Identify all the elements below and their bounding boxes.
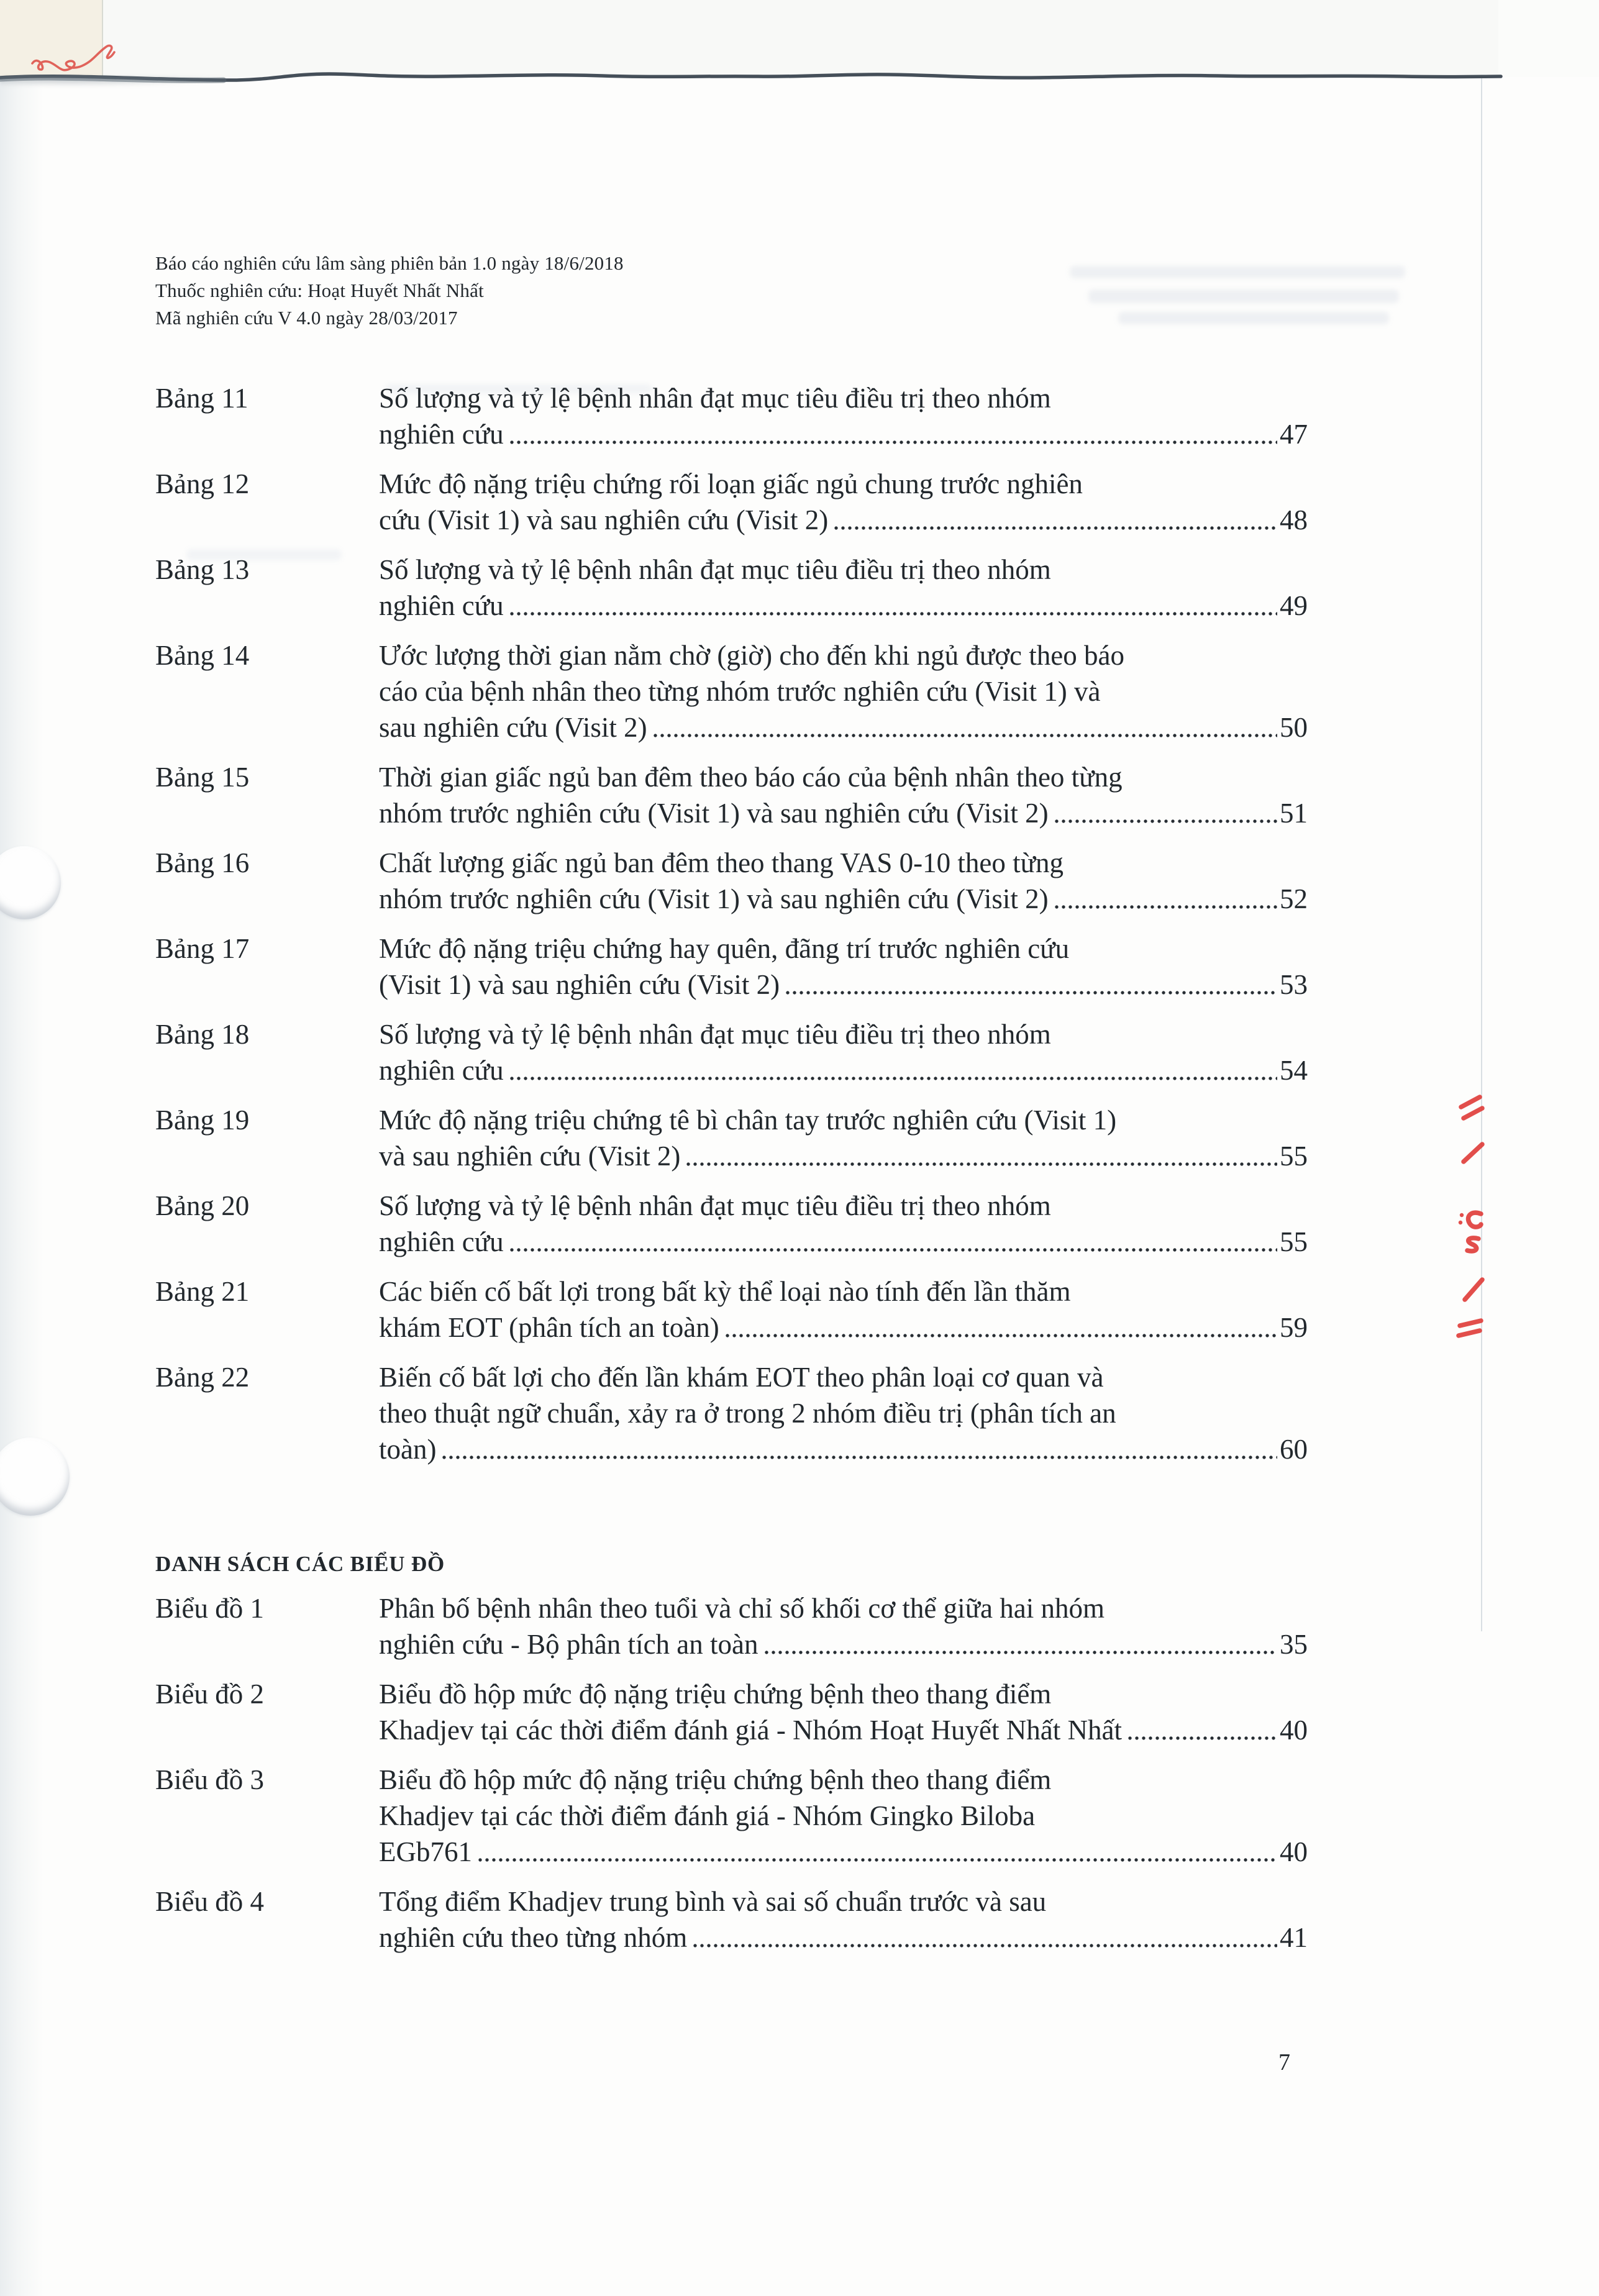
toc-page-number: 41 xyxy=(1280,1922,1308,1953)
toc-line-text: Số lượng và tỷ lệ bệnh nhân đạt mục tiêu điều trị theo nhóm xyxy=(379,1019,1051,1050)
toc-page-number: 60 xyxy=(1280,1434,1308,1465)
dot-leader xyxy=(442,1456,1277,1459)
toc-entry-label: Bảng 19 xyxy=(155,1105,250,1136)
toc-line-text: cứu (Visit 1) và sau nghiên cứu (Visit 2) xyxy=(379,504,829,535)
toc-line xyxy=(379,673,1308,709)
toc-line xyxy=(379,967,1308,1003)
toc-line xyxy=(379,759,1308,795)
dot-leader xyxy=(1055,905,1277,909)
dot-leader xyxy=(654,734,1277,737)
toc-line xyxy=(379,1798,1308,1834)
toc-page-number: 40 xyxy=(1280,1715,1308,1746)
toc-entry xyxy=(155,1273,1308,1346)
toc-entry xyxy=(155,845,1308,917)
toc-line xyxy=(379,466,1308,502)
toc-entry xyxy=(155,1762,1308,1870)
toc-line-text: Khadjev tại các thời điểm đánh giá - Nhóm Hoạt Huyết Nhất Nhất xyxy=(379,1715,1122,1746)
toc-entry-label: Bảng 20 xyxy=(155,1190,250,1221)
toc-line-text: cáo của bệnh nhân theo từng nhóm trước nghiên cứu (Visit 1) và xyxy=(379,676,1101,707)
toc-entry-label: Bảng 22 xyxy=(155,1362,250,1393)
bleedthrough-ghost xyxy=(1118,312,1389,324)
toc-line xyxy=(379,1273,1308,1310)
red-pen-scribble xyxy=(25,31,149,81)
toc-line xyxy=(379,1431,1308,1467)
header-line-version: Báo cáo nghiên cứu lâm sàng phiên bản 1.0 ngày 18/6/2018 xyxy=(155,252,624,274)
toc-entry-content xyxy=(379,1590,1308,1662)
toc-entry-label: Bảng 17 xyxy=(155,933,250,964)
toc-line-text: nghiên cứu xyxy=(379,1055,504,1086)
toc-line xyxy=(379,1102,1308,1138)
toc-entry xyxy=(155,380,1308,452)
dot-leader xyxy=(834,526,1277,530)
toc-line xyxy=(379,502,1308,538)
toc-entry xyxy=(155,1359,1308,1467)
toc-entry-content xyxy=(379,759,1308,831)
toc-entry-label: Bảng 14 xyxy=(155,640,250,671)
red-pen-marks xyxy=(1447,1081,1491,1354)
toc-line xyxy=(379,1016,1308,1052)
toc-line xyxy=(379,1188,1308,1224)
bleedthrough-ghost xyxy=(1088,289,1399,303)
toc-line xyxy=(379,637,1308,673)
paper-corner-right xyxy=(1498,0,1599,77)
toc-line xyxy=(379,1920,1308,1956)
toc-entry-label: Biểu đồ 3 xyxy=(155,1764,264,1795)
toc-line xyxy=(379,881,1308,917)
punch-hole xyxy=(0,846,61,919)
toc-entry-content xyxy=(379,637,1308,745)
toc-entry xyxy=(155,466,1308,538)
charts-section-title: DANH SÁCH CÁC BIỂU ĐỒ xyxy=(155,1552,445,1576)
toc-page-number: 55 xyxy=(1280,1226,1308,1257)
toc-line xyxy=(379,588,1308,624)
list-of-tables xyxy=(155,380,1308,1481)
toc-entry xyxy=(155,1676,1308,1748)
toc-entry-content xyxy=(379,1762,1308,1870)
dot-leader xyxy=(765,1651,1278,1654)
toc-page-number: 40 xyxy=(1280,1836,1308,1867)
toc-line xyxy=(379,1762,1308,1798)
toc-page-number: 51 xyxy=(1280,798,1308,829)
toc-line xyxy=(379,1884,1308,1920)
toc-line-text: Biểu đồ hộp mức độ nặng triệu chứng bệnh theo thang điểm xyxy=(379,1679,1052,1710)
toc-line-text: sau nghiên cứu (Visit 2) xyxy=(379,712,647,743)
toc-page-number: 48 xyxy=(1280,504,1308,535)
toc-line-text: Mức độ nặng triệu chứng rối loạn giấc ngủ chung trước nghiên xyxy=(379,468,1083,499)
toc-line-text: nghiên cứu theo từng nhóm xyxy=(379,1922,688,1953)
dot-leader xyxy=(510,612,1277,616)
toc-line-text: Số lượng và tỷ lệ bệnh nhân đạt mục tiêu điều trị theo nhóm xyxy=(379,383,1051,414)
page-number: 7 xyxy=(1278,2049,1290,2075)
toc-page-number: 54 xyxy=(1280,1055,1308,1086)
toc-line-text: Mức độ nặng triệu chứng hay quên, đãng trí trước nghiên cứu xyxy=(379,933,1070,964)
toc-entry-label: Bảng 13 xyxy=(155,554,250,585)
toc-line-text: Biểu đồ hộp mức độ nặng triệu chứng bệnh theo thang điểm xyxy=(379,1764,1052,1795)
toc-line xyxy=(379,1712,1308,1748)
toc-line xyxy=(379,1359,1308,1395)
toc-entry-label: Bảng 15 xyxy=(155,762,250,793)
toc-line-text: Ước lượng thời gian nằm chờ (giờ) cho đến khi ngủ được theo báo xyxy=(379,640,1124,671)
toc-line-text: Tổng điểm Khadjev trung bình và sai số chuẩn trước và sau xyxy=(379,1886,1047,1917)
toc-entry xyxy=(155,759,1308,831)
toc-line-text: Số lượng và tỷ lệ bệnh nhân đạt mục tiêu điều trị theo nhóm xyxy=(379,554,1051,585)
toc-line-text: nghiên cứu - Bộ phân tích an toàn xyxy=(379,1629,758,1660)
toc-line xyxy=(379,380,1308,416)
toc-entry xyxy=(155,931,1308,1003)
toc-line xyxy=(379,709,1308,745)
toc-entry-content xyxy=(379,1273,1308,1346)
toc-entry xyxy=(155,1884,1308,1956)
header-line-drug: Thuốc nghiên cứu: Hoạt Huyết Nhất Nhất xyxy=(155,280,484,301)
scanner-edge-band xyxy=(0,0,1599,77)
dot-leader xyxy=(1128,1736,1277,1740)
toc-page-number: 59 xyxy=(1280,1312,1308,1343)
toc-page-number: 47 xyxy=(1280,419,1308,450)
toc-line-text: theo thuật ngữ chuẩn, xảy ra ở trong 2 nhóm điều trị (phân tích an xyxy=(379,1398,1116,1429)
toc-line-text: Thời gian giấc ngủ ban đêm theo báo cáo của bệnh nhân theo từng xyxy=(379,762,1123,793)
toc-line-text: EGb761 xyxy=(379,1836,472,1867)
toc-entry-label: Bảng 11 xyxy=(155,383,248,414)
toc-line xyxy=(379,1310,1308,1346)
list-of-charts xyxy=(155,1590,1308,1969)
toc-page-number: 49 xyxy=(1280,590,1308,621)
dot-leader xyxy=(1055,819,1277,823)
bleedthrough-ghost xyxy=(1070,266,1405,278)
toc-line-text: Khadjev tại các thời điểm đánh giá - Nhóm Gingko Biloba xyxy=(379,1800,1036,1831)
dot-leader xyxy=(786,991,1277,995)
toc-line-text: (Visit 1) và sau nghiên cứu (Visit 2) xyxy=(379,969,780,1000)
toc-entry-content xyxy=(379,1676,1308,1748)
toc-entry xyxy=(155,637,1308,745)
toc-entry-label: Biểu đồ 1 xyxy=(155,1593,264,1624)
document-header xyxy=(155,250,624,332)
toc-line xyxy=(379,1626,1308,1662)
header-line-study-code: Mã nghiên cứu V 4.0 ngày 28/03/2017 xyxy=(155,307,458,329)
toc-line-text: Mức độ nặng triệu chứng tê bì chân tay trước nghiên cứu (Visit 1) xyxy=(379,1105,1117,1136)
toc-entry xyxy=(155,1590,1308,1662)
page-fold-line xyxy=(1481,78,1482,1631)
toc-line-text: Các biến cố bất lợi trong bất kỳ thể loại nào tính đến lần thăm xyxy=(379,1276,1071,1307)
toc-line xyxy=(379,1676,1308,1712)
toc-line-text: khám EOT (phân tích an toàn) xyxy=(379,1312,719,1343)
toc-line xyxy=(379,1224,1308,1260)
toc-entry-label: Bảng 21 xyxy=(155,1276,250,1307)
toc-entry-content xyxy=(379,1016,1308,1088)
toc-entry xyxy=(155,1102,1308,1174)
dot-leader xyxy=(510,440,1277,444)
dot-leader xyxy=(686,1162,1277,1166)
toc-line xyxy=(379,795,1308,831)
toc-page-number: 53 xyxy=(1280,969,1308,1000)
toc-line-text: nhóm trước nghiên cứu (Visit 1) và sau nghiên cứu (Visit 2) xyxy=(379,798,1049,829)
toc-page-number: 52 xyxy=(1280,883,1308,914)
toc-entry xyxy=(155,1016,1308,1088)
toc-entry-label: Biểu đồ 4 xyxy=(155,1886,264,1917)
toc-page-number: 50 xyxy=(1280,712,1308,743)
toc-entry-content xyxy=(379,1359,1308,1467)
toc-line-text: nghiên cứu xyxy=(379,1226,504,1257)
dot-leader xyxy=(478,1858,1277,1862)
toc-line-text: nghiên cứu xyxy=(379,590,504,621)
toc-line-text: toàn) xyxy=(379,1434,437,1465)
toc-line xyxy=(379,845,1308,881)
toc-line xyxy=(379,1834,1308,1870)
toc-line xyxy=(379,1052,1308,1088)
toc-line xyxy=(379,1395,1308,1431)
punch-hole xyxy=(0,1437,70,1516)
dot-leader xyxy=(510,1077,1277,1080)
dot-leader xyxy=(693,1944,1277,1948)
toc-line-text: Chất lượng giấc ngủ ban đêm theo thang VAS 0-10 theo từng xyxy=(379,847,1064,878)
toc-entry-content xyxy=(379,466,1308,538)
toc-entry xyxy=(155,1188,1308,1260)
toc-entry-label: Bảng 18 xyxy=(155,1019,250,1050)
toc-entry-content xyxy=(379,1102,1308,1174)
toc-entry-content xyxy=(379,1884,1308,1956)
toc-line xyxy=(379,1590,1308,1626)
toc-entry-content xyxy=(379,552,1308,624)
toc-entry xyxy=(155,552,1308,624)
toc-line xyxy=(379,552,1308,588)
dot-leader xyxy=(726,1334,1277,1337)
scan-edge-shadow xyxy=(0,77,236,87)
toc-line-text: Số lượng và tỷ lệ bệnh nhân đạt mục tiêu điều trị theo nhóm xyxy=(379,1190,1051,1221)
toc-entry-content xyxy=(379,1188,1308,1260)
toc-line xyxy=(379,416,1308,452)
toc-line xyxy=(379,1138,1308,1174)
dot-leader xyxy=(510,1248,1277,1252)
toc-entry-content xyxy=(379,931,1308,1003)
toc-page-number: 55 xyxy=(1280,1141,1308,1172)
toc-entry-label: Biểu đồ 2 xyxy=(155,1679,264,1710)
toc-line xyxy=(379,931,1308,967)
toc-entry-content xyxy=(379,380,1308,452)
toc-entry-label: Bảng 16 xyxy=(155,847,250,878)
toc-line-text: nghiên cứu xyxy=(379,419,504,450)
toc-line-text: Phân bố bệnh nhân theo tuổi và chỉ số khối cơ thể giữa hai nhóm xyxy=(379,1593,1105,1624)
toc-page-number: 35 xyxy=(1280,1629,1308,1660)
toc-entry-label: Bảng 12 xyxy=(155,468,250,499)
toc-entry-content xyxy=(379,845,1308,917)
toc-line-text: nhóm trước nghiên cứu (Visit 1) và sau nghiên cứu (Visit 2) xyxy=(379,883,1049,914)
toc-line-text: và sau nghiên cứu (Visit 2) xyxy=(379,1141,681,1172)
toc-line-text: Biến cố bất lợi cho đến lần khám EOT theo phân loại cơ quan và xyxy=(379,1362,1104,1393)
